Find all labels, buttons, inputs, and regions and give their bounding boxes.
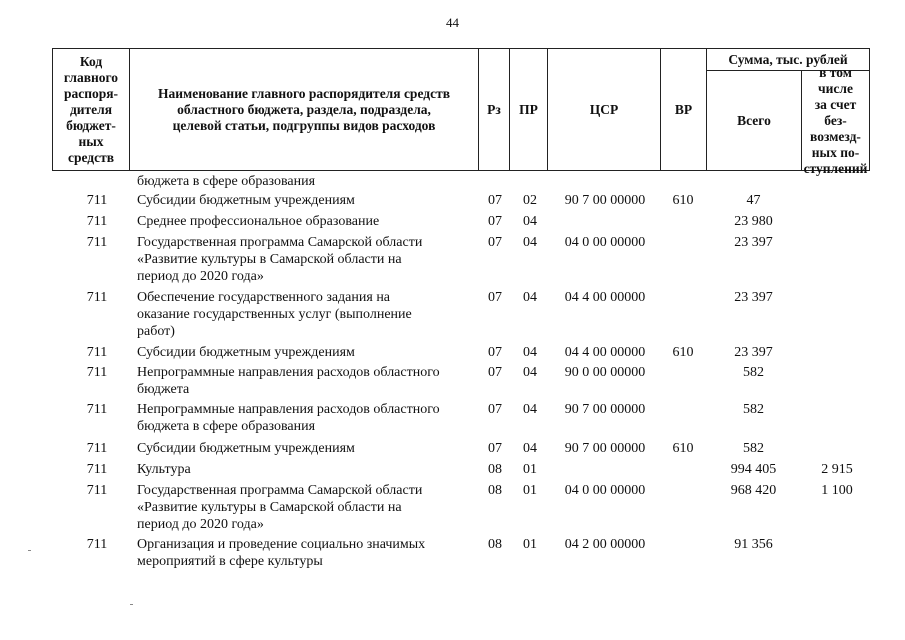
row-total: 23 397 xyxy=(734,345,773,360)
row-csr: 90 7 00 00000 xyxy=(564,402,646,417)
row-pr: 04 xyxy=(523,214,537,229)
row-name: Непрограммные направления расходов областного бюджета xyxy=(137,365,440,397)
row-pr: 02 xyxy=(523,193,537,208)
row-csr: 04 0 00 00000 xyxy=(564,483,646,498)
row-name: Субсидии бюджетным учреждениям xyxy=(137,345,355,360)
header-sum-title: Сумма, тыс. рублей xyxy=(728,51,848,67)
row-csr: 04 4 00 00000 xyxy=(564,345,646,360)
header-code: Код главного распоря- дителя бюджет- ных средств xyxy=(63,54,119,165)
page-number: 44 xyxy=(446,15,459,30)
row-total: 47 xyxy=(746,193,761,208)
row-rz: 07 xyxy=(488,365,502,380)
row-rz: 07 xyxy=(488,441,502,456)
row-pr: 04 xyxy=(523,402,537,417)
row-csr: 04 2 00 00000 xyxy=(564,537,646,552)
row-rz: 07 xyxy=(488,193,502,208)
row-code: 711 xyxy=(86,290,108,305)
row-code: 711 xyxy=(86,483,108,498)
row-total: 23 397 xyxy=(734,235,773,250)
row-code: 711 xyxy=(86,537,108,552)
row-rz: 07 xyxy=(488,290,502,305)
row-name: Государственная программа Самарской области «Развитие культуры в Самарской области на период до 2020 года» xyxy=(137,235,423,284)
row-code: 711 xyxy=(86,462,108,477)
row-code: 711 xyxy=(86,235,108,250)
row-pr: 04 xyxy=(523,290,537,305)
row-total: 968 420 xyxy=(730,483,777,498)
row-csr: 90 7 00 00000 xyxy=(564,193,646,208)
row-csr: 04 0 00 00000 xyxy=(564,235,646,250)
row-rz: 08 xyxy=(488,462,502,477)
row-name: Субсидии бюджетным учреждениям xyxy=(137,193,355,208)
row-pr: 01 xyxy=(523,537,537,552)
row-name: Организация и проведение социально значимых мероприятий в сфере культуры xyxy=(137,537,426,569)
row-code: 711 xyxy=(86,193,108,208)
row-total: 23 397 xyxy=(734,290,773,305)
row-pr: 04 xyxy=(523,235,537,250)
header-name: Наименование главного распорядителя средств областного бюджета, раздела, подраздела, целевой статьи, подгруппы видов расходов xyxy=(157,86,450,133)
row-name: Непрограммные направления расходов областного бюджета в сфере образования xyxy=(137,402,440,434)
row-vr: 610 xyxy=(672,345,694,360)
header-csr: ЦСР xyxy=(589,102,619,117)
row-pr: 04 xyxy=(523,441,537,456)
row-vr: 610 xyxy=(672,441,694,456)
row-incl: 1 100 xyxy=(821,483,853,498)
row-pr: 04 xyxy=(523,365,537,380)
row-total: 23 980 xyxy=(734,214,773,229)
scan-speck xyxy=(28,550,31,551)
row-name: Государственная программа Самарской области «Развитие культуры в Самарской области на период до 2020 года» xyxy=(137,483,423,532)
row-name: Обеспечение государственного задания на оказание государственных услуг (выполнение работ) xyxy=(137,290,412,339)
row-rz: 07 xyxy=(488,235,502,250)
header-vr: ВР xyxy=(674,102,693,117)
row-pr: 04 xyxy=(523,345,537,360)
row-name: бюджета в сфере образования xyxy=(137,174,316,189)
row-name: Среднее профессиональное образование xyxy=(137,214,380,229)
row-code: 711 xyxy=(86,441,108,456)
header-rz: Рз xyxy=(487,102,501,117)
row-total: 582 xyxy=(743,365,764,380)
row-total: 91 356 xyxy=(734,537,773,552)
row-name: Субсидии бюджетным учреждениям xyxy=(137,441,355,456)
row-code: 711 xyxy=(86,365,108,380)
row-pr: 01 xyxy=(523,483,537,498)
row-total: 994 405 xyxy=(730,462,777,477)
header-divider xyxy=(869,48,870,171)
row-pr: 01 xyxy=(523,462,537,477)
row-incl: 2 915 xyxy=(821,462,853,477)
row-rz: 08 xyxy=(488,537,502,552)
row-code: 711 xyxy=(86,214,108,229)
header-incl: в том числе за счет без- возмезд- ных по- ступлений xyxy=(803,64,868,176)
row-rz: 07 xyxy=(488,214,502,229)
scan-speck xyxy=(130,604,133,605)
header-total: Всего xyxy=(737,112,771,128)
row-total: 582 xyxy=(743,402,764,417)
row-csr: 04 4 00 00000 xyxy=(564,290,646,305)
header-pr: ПР xyxy=(519,102,538,117)
row-rz: 08 xyxy=(488,483,502,498)
row-rz: 07 xyxy=(488,402,502,417)
row-name: Культура xyxy=(137,462,191,477)
row-total: 582 xyxy=(743,441,764,456)
row-rz: 07 xyxy=(488,345,502,360)
row-code: 711 xyxy=(86,345,108,360)
row-vr: 610 xyxy=(672,193,694,208)
row-csr: 90 0 00 00000 xyxy=(564,365,646,380)
row-code: 711 xyxy=(86,402,108,417)
row-csr: 90 7 00 00000 xyxy=(564,441,646,456)
